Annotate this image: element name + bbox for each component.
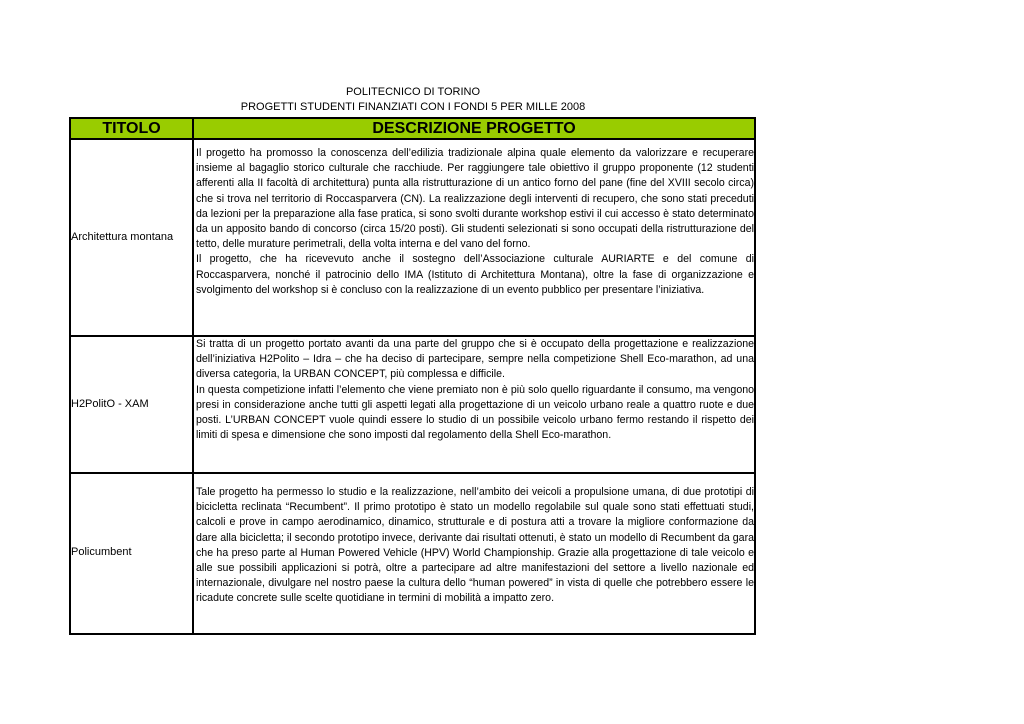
- project-title: Policumbent: [71, 546, 132, 558]
- project-title: H2PolitO - XAM: [71, 398, 149, 410]
- description-paragraph: Il progetto ha promosso la conoscenza dell’edilizia tradizionale alpina quale elemento da valorizzare e recuperare insieme al bagaglio storico culturale che racchiude. Per raggiungere tale obiettivo il gruppo proponente (12 studenti afferenti alla II facoltà di architettura) punta alla ristrutturazione di un antico forno del pane (fine del XVIII secolo circa) che si trova nel territorio di Roccasparvera (CN). La realizzazione degli interventi di recupero, che sono stati preceduti da lezioni per la preparazione alla fase pratica, si sono svolti durante workshop estivi il cui accesso è stato determinato da un apposito bando di concorso (circa 15/20 posti). Gli studenti selezionati si sono occupati della ristrutturazione del tetto, delle murature perimetrali, della volta interna e del vano del forno.: [196, 147, 754, 251]
- description-paragraph: In questa competizione infatti l’elemento che viene premiato non è più solo quello riguardante il consumo, ma vengono presi in considerazione anche tutti gli aspetti legati alla progettazione di un veicolo urbano reale a quattro ruote e due posti. L’URBAN CONCEPT vuole quindi essere lo studio di un possibile veicolo urbano fermo restando il rispetto dei limiti di spesa e dimensione che sono imposti dal regolamento della Shell Eco-marathon.: [196, 383, 754, 442]
- table-border-top: [69, 117, 756, 119]
- project-title: Architettura montana: [71, 231, 174, 243]
- table-border-bottom: [69, 633, 756, 635]
- document-subtitle: PROGETTI STUDENTI FINANZIATI CON I FONDI 5 PER MILLE 2008: [240, 101, 586, 113]
- institution-name: POLITECNICO DI TORINO: [345, 86, 481, 98]
- description-paragraph: Si tratta di un progetto portato avanti da una parte del gruppo che si è occupato della progettazione e realizzazione dell’iniziativa H2Polito – Idra – che ha deciso di partecipare, sempre nella competizione Shell Eco-marathon, ad una diversa categoria, la URBAN CONCEPT, più complessa e difficile.: [196, 338, 754, 381]
- description-paragraph: Il progetto, che ha ricevevuto anche il sostegno dell’Associazione culturale AURIARTE e del comune di Roccasparvera, nonché il patrocinio dello IMA (Istituto di Architettura Montana), oltre la fase di organizzazione e svolgimento del workshop si è concluso con la realizzazione di un evento pubblico per presentare l’iniziativa.: [196, 253, 754, 296]
- description-paragraph: Tale progetto ha permesso lo studio e la realizzazione, nell’ambito dei veicoli a propulsione umana, di due prototipi di bicicletta reclinata “Recumbent”. Il primo prototipo è stato un modello regolabile sul quale sono stati effettuati studi, calcoli e prove in campo aerodinamico, dinamico, strutturale e di postura atti a trovare la migliore conformazione da dare alla bicicletta; il secondo prototipo invece, derivante dai risultati ottenuti, è stato un modello di Recumbent da gara che ha preso parte al Human Powered Vehicle (HPV) World Championship. Grazie alla progettazione di tale veicolo e alle sue possibili applicazioni si potrà, oltre a partecipare ad altre manifestazioni del settore a livello nazionale ed internazionale, divulgare nel nostro paese la cultura dello “human powered” in vista di quelle che potrebbero essere le ricadute concrete sulle scelte quotidiane in termini di mobilità a impatto zero.: [196, 486, 754, 605]
- column-header-title: TITOLO: [71, 119, 192, 138]
- row-divider: [69, 472, 756, 474]
- project-description: [196, 337, 754, 443]
- column-divider: [192, 117, 194, 635]
- header-divider: [69, 138, 756, 140]
- table-border-right: [754, 117, 756, 635]
- project-description: [196, 146, 754, 298]
- project-description: [196, 485, 754, 607]
- column-header-description: DESCRIZIONE PROGETTO: [194, 119, 754, 138]
